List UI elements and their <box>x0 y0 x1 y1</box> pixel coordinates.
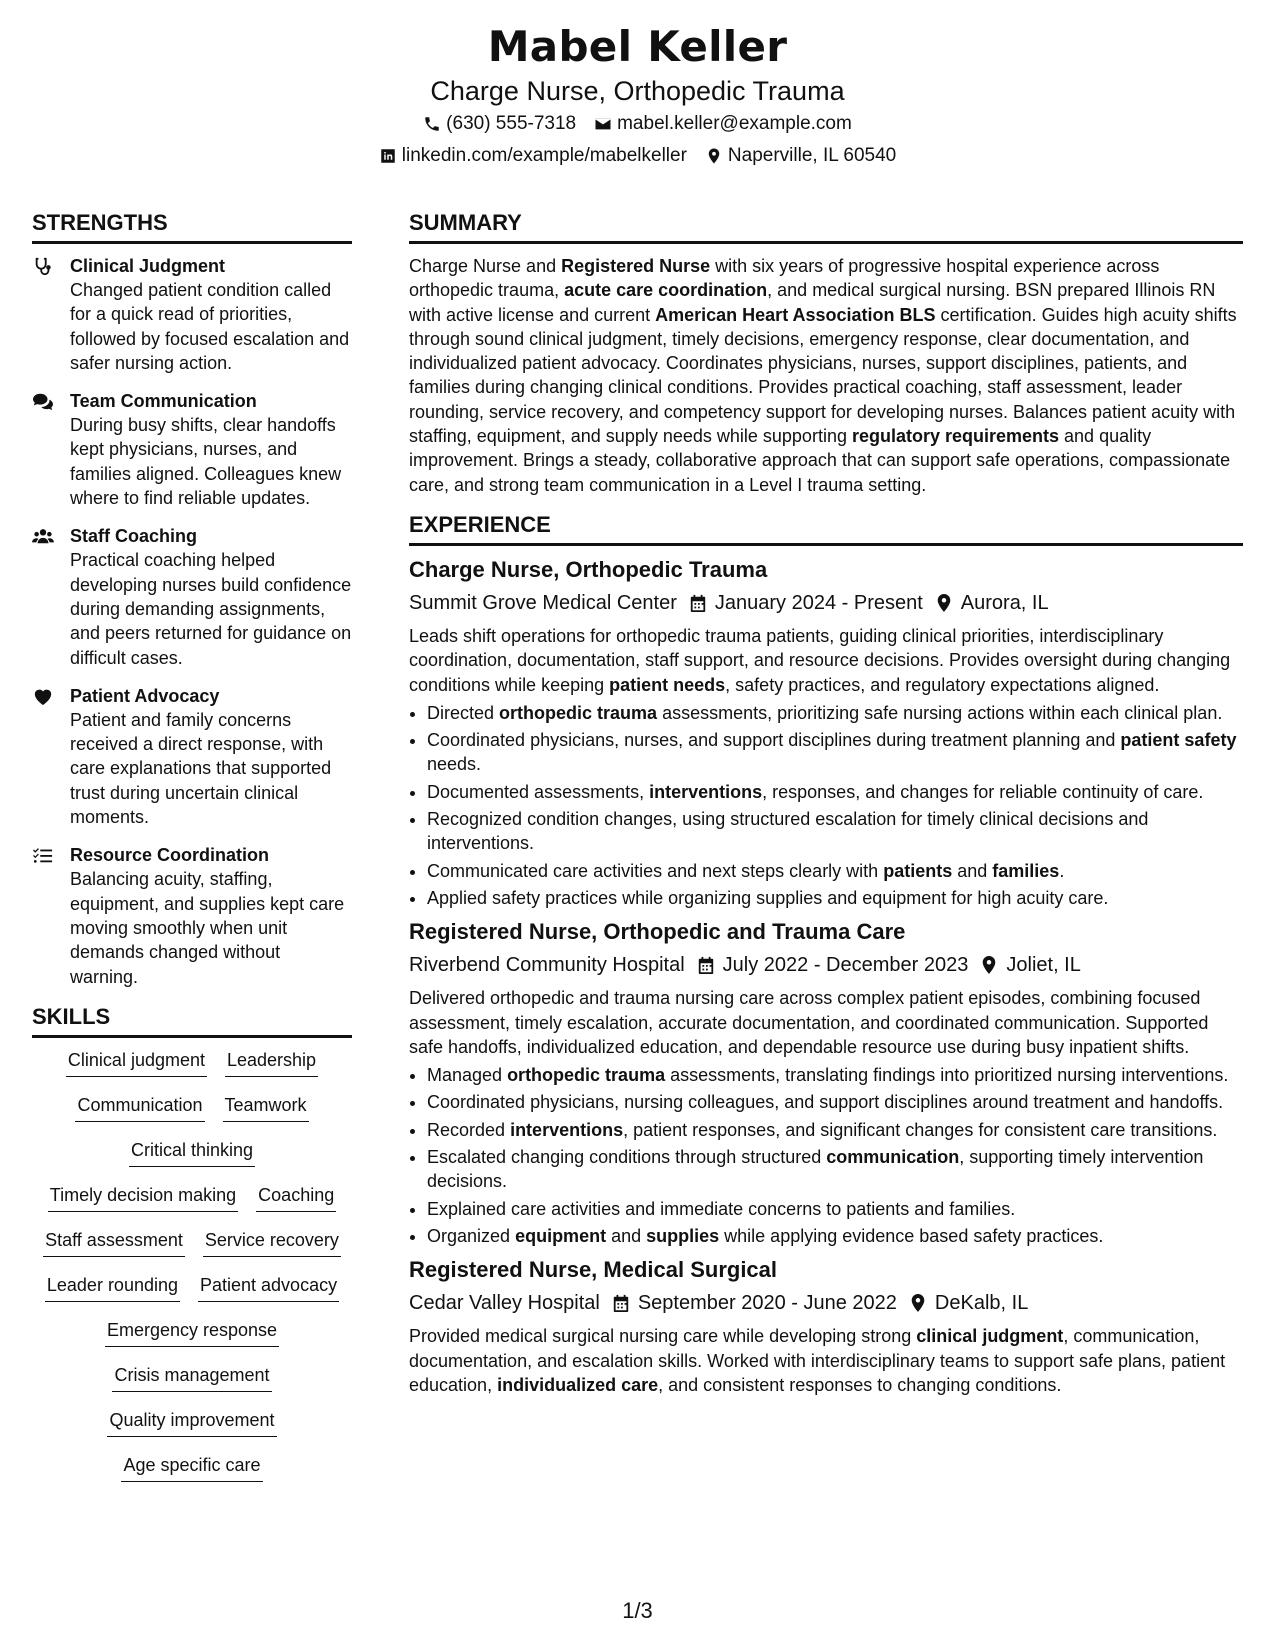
job-meta <box>409 590 1243 616</box>
job-bullet: • Explained care activities and immediate concerns to patients and families. <box>427 1197 1243 1221</box>
skill-tag: Leadership <box>225 1048 318 1077</box>
job-entry <box>409 556 1243 910</box>
job-bullet: • Recognized condition changes, using structured escalation for timely clinical decisions and interventions. <box>427 807 1243 856</box>
experience-list <box>409 556 1243 1397</box>
strength-name: Resource Coordination <box>70 845 270 866</box>
strengths-list <box>32 254 352 989</box>
linkedin-icon <box>379 147 397 165</box>
calendar-icon <box>697 955 715 975</box>
left-column <box>32 209 352 1498</box>
skill-tag: Critical thinking <box>129 1138 255 1167</box>
calendar-icon <box>612 1293 630 1313</box>
experience-heading: EXPERIENCE <box>409 511 1243 546</box>
emphasis-text: patients <box>883 860 953 881</box>
strength-item <box>32 843 352 988</box>
map-pin-icon <box>935 593 953 613</box>
job-employer: Cedar Valley Hospital <box>409 1292 600 1315</box>
emphasis-text: American Heart Association BLS <box>655 304 936 325</box>
skill-row <box>32 1453 352 1498</box>
job-bullet: • Coordinated physicians, nurses, and support disciplines during treatment planning and patient safety needs. <box>427 728 1243 777</box>
emphasis-text: families <box>992 860 1060 881</box>
strength-description: During busy shifts, clear handoffs kept physicians, nurses, and families aligned. Colleagues knew where to find reliable updates. <box>70 415 342 509</box>
job-bullet: • Applied safety practices while organizing supplies and equipment for high acuity care. <box>427 886 1243 910</box>
map-pin-icon <box>705 147 723 165</box>
job-title: Registered Nurse, Medical Surgical <box>409 1257 778 1283</box>
strength-item <box>32 524 352 669</box>
skill-row <box>32 1318 352 1363</box>
strength-description: Changed patient condition called for a quick read of priorities, followed by focused escalation and safer nursing action. <box>70 280 350 373</box>
list-check-icon <box>32 845 54 865</box>
job-meta <box>409 1290 1243 1316</box>
job-description: Delivered orthopedic and trauma nursing care across complex patient episodes, combining focused assessment, timely escalation, accurate documentation, and coordinated communication. Supported safe handoffs, individualized education, and dependable resource use during busy inpatient shifts. <box>409 988 1209 1057</box>
emphasis-text: patient safety <box>1120 730 1237 751</box>
linkedin-text[interactable]: linkedin.com/example/mabelkeller <box>401 145 687 166</box>
job-bullet: • Communicated care activities and next steps clearly with patients and families. <box>427 859 1243 883</box>
phone-text: (630) 555-7318 <box>446 113 577 134</box>
job-bullets <box>409 1063 1243 1248</box>
job-employer: Summit Grove Medical Center <box>409 591 677 614</box>
job-title: Registered Nurse, Orthopedic and Trauma Care <box>409 919 906 945</box>
job-dates: September 2020 - June 2022 <box>612 1290 897 1316</box>
map-pin-icon <box>909 1293 927 1313</box>
emphasis-text: Registered Nurse <box>561 256 711 276</box>
skill-row <box>32 1048 352 1093</box>
skill-row <box>32 1273 352 1318</box>
skill-row <box>32 1363 352 1408</box>
skill-tag: Staff assessment <box>43 1228 185 1257</box>
contact-phone <box>423 108 576 140</box>
job-description: Provided medical surgical nursing care while developing strong clinical judgment, communication, documentation, and escalation skills. Worked with interdisciplinary teams to support safe plans, patient education, individualized care, and consistent responses to changing conditions. <box>409 1326 1226 1395</box>
skill-tag: Timely decision making <box>48 1183 238 1212</box>
job-location: Aurora, IL <box>935 590 1049 616</box>
job-bullet: • Documented assessments, interventions, responses, and changes for reliable continuity of care. <box>427 780 1243 804</box>
job-entry <box>409 1256 1243 1397</box>
phone-icon <box>423 115 441 133</box>
skill-tag: Communication <box>75 1093 204 1122</box>
emphasis-text: communication <box>826 1147 960 1168</box>
skill-tag: Patient advocacy <box>198 1273 339 1302</box>
emphasis-text: individualized care <box>497 1374 659 1395</box>
skills-heading: SKILLS <box>32 1003 352 1038</box>
users-icon <box>32 526 54 546</box>
emphasis-text: interventions <box>649 781 763 802</box>
job-employer: Riverbend Community Hospital <box>409 954 685 977</box>
stethoscope-icon <box>32 256 54 276</box>
skill-tag: Service recovery <box>203 1228 341 1257</box>
job-bullet: • Escalated changing conditions through structured communication, supporting timely intervention decisions. <box>427 1145 1243 1194</box>
skill-row <box>32 1138 352 1183</box>
summary-text: Charge Nurse and Registered Nurse with six years of progressive hospital experience across orthopedic trauma, acute care coordination, and medical surgical nursing. BSN prepared Illinois RN with active license and current American Heart Association BLS certification. Guides high acuity shifts through sound clinical judgment, timely decisions, emergency response, clear documentation, and individualized patient advocacy. Coordinates physicians, nurses, support disciplines, patients, and families during changing clinical conditions. Provides practical coaching, staff assessment, leader rounding, service recovery, and competency support for developing nurses. Balances patient acuity with staffing, equipment, and supply needs while supporting regulatory requirements and quality improvement. Brings a steady, collaborative approach that can support safe operations, compassionate care, and strong team communication in a Level I trauma setting. <box>409 256 1237 495</box>
summary-heading: SUMMARY <box>409 209 1243 244</box>
skill-tag: Leader rounding <box>45 1273 180 1302</box>
skill-tag: Crisis management <box>112 1363 271 1392</box>
map-pin-icon <box>980 955 998 975</box>
skill-tag: Coaching <box>256 1183 336 1212</box>
emphasis-text: supplies <box>646 1225 720 1246</box>
strength-name: Clinical Judgment <box>70 256 226 276</box>
strength-name: Staff Coaching <box>70 526 198 547</box>
skill-tag: Age specific care <box>121 1453 262 1482</box>
resume-header <box>0 20 1275 172</box>
contact-linkedin[interactable] <box>379 140 687 172</box>
page-number: 1/3 <box>622 1598 653 1623</box>
candidate-title: Charge Nurse, Orthopedic Trauma <box>430 76 845 106</box>
location-text: Naperville, IL 60540 <box>727 145 897 166</box>
job-bullets <box>409 701 1243 910</box>
emphasis-text: orthopedic trauma <box>507 1065 666 1086</box>
strength-description: Balancing acuity, staffing, equipment, and supplies kept care moving smoothly when unit demands changed without warning. <box>70 869 345 987</box>
skill-row <box>32 1093 352 1138</box>
skill-row <box>32 1228 352 1273</box>
emphasis-text: clinical judgment <box>916 1326 1064 1347</box>
skills-list <box>32 1048 352 1498</box>
job-description: Leads shift operations for orthopedic trauma patients, guiding clinical priorities, interdisciplinary coordination, documentation, staff support, and resource decisions. Provides oversight during changing conditions while keeping patient needs, safety practices, and regulatory expectations aligned. <box>409 625 1231 695</box>
comments-icon <box>32 391 54 411</box>
job-bullet: • Organized equipment and supplies while applying evidence based safety practices. <box>427 1224 1243 1248</box>
job-bullet: • Directed orthopedic trauma assessments, prioritizing safe nursing actions within each clinical plan. <box>427 701 1243 725</box>
emphasis-text: equipment <box>515 1225 607 1246</box>
skill-tag: Teamwork <box>223 1093 309 1122</box>
contact-email[interactable] <box>594 108 852 140</box>
skill-tag: Clinical judgment <box>66 1048 207 1077</box>
right-column <box>409 209 1243 1397</box>
strength-name: Patient Advocacy <box>70 685 220 706</box>
job-location: Joliet, IL <box>980 952 1080 978</box>
skill-row <box>32 1183 352 1228</box>
skill-tag: Quality improvement <box>107 1408 276 1437</box>
envelope-icon <box>594 115 612 133</box>
strength-item <box>32 684 352 829</box>
job-title: Charge Nurse, Orthopedic Trauma <box>409 556 768 582</box>
strengths-heading: STRENGTHS <box>32 209 352 244</box>
job-dates: January 2024 - Present <box>689 590 923 616</box>
job-dates: July 2022 - December 2023 <box>697 952 969 978</box>
job-entry <box>409 918 1243 1248</box>
calendar-icon <box>689 593 707 613</box>
email-text[interactable]: mabel.keller@example.com <box>617 113 852 134</box>
emphasis-text: acute care coordination <box>564 280 768 301</box>
heart-icon <box>32 686 54 706</box>
strength-description: Patient and family concerns received a direct response, with care explanations that supported trust during uncertain clinical moments. <box>70 709 332 828</box>
contact-line-1 <box>0 108 1275 140</box>
emphasis-text: interventions <box>510 1119 624 1140</box>
job-bullet: • Managed orthopedic trauma assessments, translating findings into prioritized nursing interventions. <box>427 1063 1243 1087</box>
strength-description: Practical coaching helped developing nurses build confidence during demanding assignments, and peers returned for guidance on difficult cases. <box>70 550 352 668</box>
job-bullet: • Coordinated physicians, nursing colleagues, and support disciplines around treatment and handoffs. <box>427 1090 1243 1114</box>
contact-line-2 <box>0 140 1275 172</box>
job-meta <box>409 952 1243 978</box>
skill-row <box>32 1408 352 1453</box>
contact-location <box>705 140 896 172</box>
job-bullet: • Recorded interventions, patient responses, and significant changes for consistent care transitions. <box>427 1118 1243 1142</box>
emphasis-text: orthopedic trauma <box>499 702 658 723</box>
candidate-name: Mabel Keller <box>487 22 788 71</box>
skill-tag: Emergency response <box>105 1318 279 1347</box>
job-location: DeKalb, IL <box>909 1290 1028 1316</box>
emphasis-text: regulatory requirements <box>851 426 1060 447</box>
emphasis-text: patient needs <box>609 674 726 695</box>
strength-name: Team Communication <box>70 391 257 412</box>
strength-item <box>32 254 352 375</box>
strength-item <box>32 389 352 510</box>
